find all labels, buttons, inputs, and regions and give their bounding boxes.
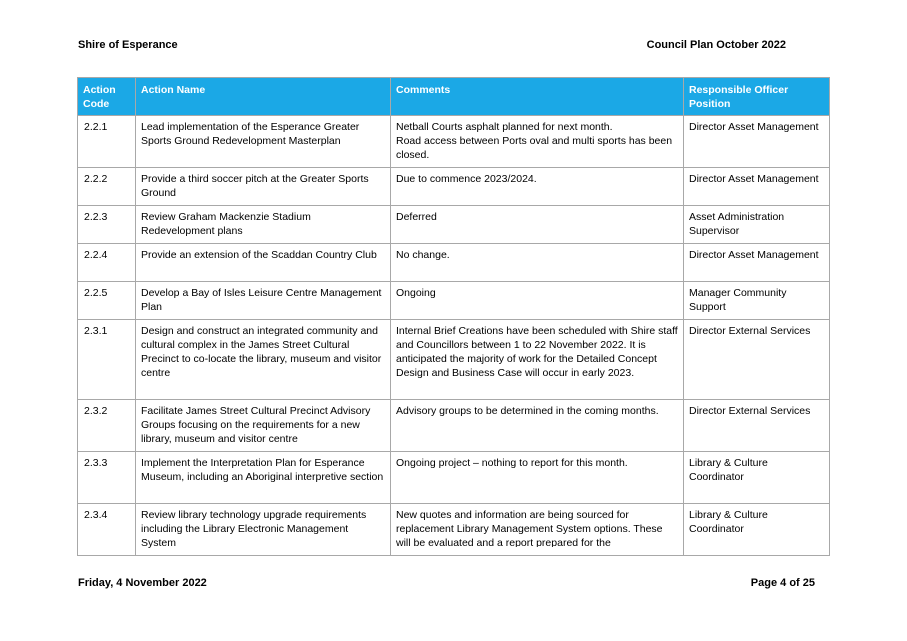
responsible-officer-cell: Director Asset Management [684,168,830,206]
action-name-cell: Design and construct an integrated community and cultural complex in the James Street Cultural Precinct to co-locate the library, museum and visitor centre [136,320,391,400]
table-row [78,504,830,556]
header-organisation: Shire of Esperance [78,39,178,51]
responsible-officer-cell: Manager Community Support [684,282,830,320]
table-row [78,452,830,504]
action-code-cell: 2.3.3 [78,452,136,504]
comments-cell: No change. [391,244,684,282]
comments-cell: Internal Brief Creations have been scheduled with Shire staff and Councillors between 1 to 22 November 2022. It is anticipated the majority of work for the Detailed Concept Design and Business Case will occur in early 2023. [391,320,684,400]
comments-cell: Netball Courts asphalt planned for next month. Road access between Ports oval and multi sports has been closed. [391,116,684,168]
action-name-cell: Develop a Bay of Isles Leisure Centre Management Plan [136,282,391,320]
column-header-comments: Comments [391,78,684,116]
responsible-officer-cell: Asset Administration Supervisor [684,206,830,244]
action-code-cell: 2.2.2 [78,168,136,206]
column-header-action-code: Action Code [78,78,136,116]
action-code-cell: 2.2.3 [78,206,136,244]
table-row [78,244,830,282]
action-code-cell: 2.2.4 [78,244,136,282]
table-row [78,400,830,452]
comments-cell: Due to commence 2023/2024. [391,168,684,206]
action-code-cell: 2.3.4 [78,504,136,556]
action-name-cell: Review Graham Mackenzie Stadium Redevelopment plans [136,206,391,244]
table-row [78,206,830,244]
action-name-cell: Provide an extension of the Scaddan Country Club [136,244,391,282]
responsible-officer-cell: Director Asset Management [684,244,830,282]
table-header-row [78,78,830,116]
action-name-cell: Provide a third soccer pitch at the Greater Sports Ground [136,168,391,206]
action-name-cell: Facilitate James Street Cultural Precinct Advisory Groups focusing on the requirements for a new library, museum and visitor centre [136,400,391,452]
comments-cell: Advisory groups to be determined in the coming months. [391,400,684,452]
council-plan-table [77,77,830,556]
column-header-responsible-officer: Responsible Officer Position [684,78,830,116]
table-row [78,282,830,320]
action-code-cell: 2.3.1 [78,320,136,400]
comments-cell-text: New quotes and information are being sourced for replacement Library Management System options. These will be evaluated and a report prepared for the [396,509,663,547]
comments-cell: Ongoing project – nothing to report for this month. [391,452,684,504]
responsible-officer-cell: Director Asset Management [684,116,830,168]
responsible-officer-cell: Library & Culture Coordinator [684,504,830,556]
header-document-title: Council Plan October 2022 [646,39,786,51]
responsible-officer-cell: Director External Services [684,400,830,452]
action-code-cell: 2.2.1 [78,116,136,168]
action-code-cell: 2.3.2 [78,400,136,452]
responsible-officer-cell: Library & Culture Coordinator [684,452,830,504]
action-name-cell: Lead implementation of the Esperance Greater Sports Ground Redevelopment Masterplan [136,116,391,168]
footer-page-number: Page 4 of 25 [750,577,815,589]
action-name-cell: Review library technology upgrade requirements including the Library Electronic Management System [136,504,391,556]
responsible-officer-cell: Director External Services [684,320,830,400]
footer-date: Friday, 4 November 2022 [78,577,207,589]
comments-cell [391,504,684,556]
table-row [78,116,830,168]
action-name-cell: Implement the Interpretation Plan for Esperance Museum, including an Aboriginal interpretive section [136,452,391,504]
action-code-cell: 2.2.5 [78,282,136,320]
table-row [78,168,830,206]
table-row [78,320,830,400]
comments-cell: Deferred [391,206,684,244]
comments-cell: Ongoing [391,282,684,320]
column-header-action-name: Action Name [136,78,391,116]
